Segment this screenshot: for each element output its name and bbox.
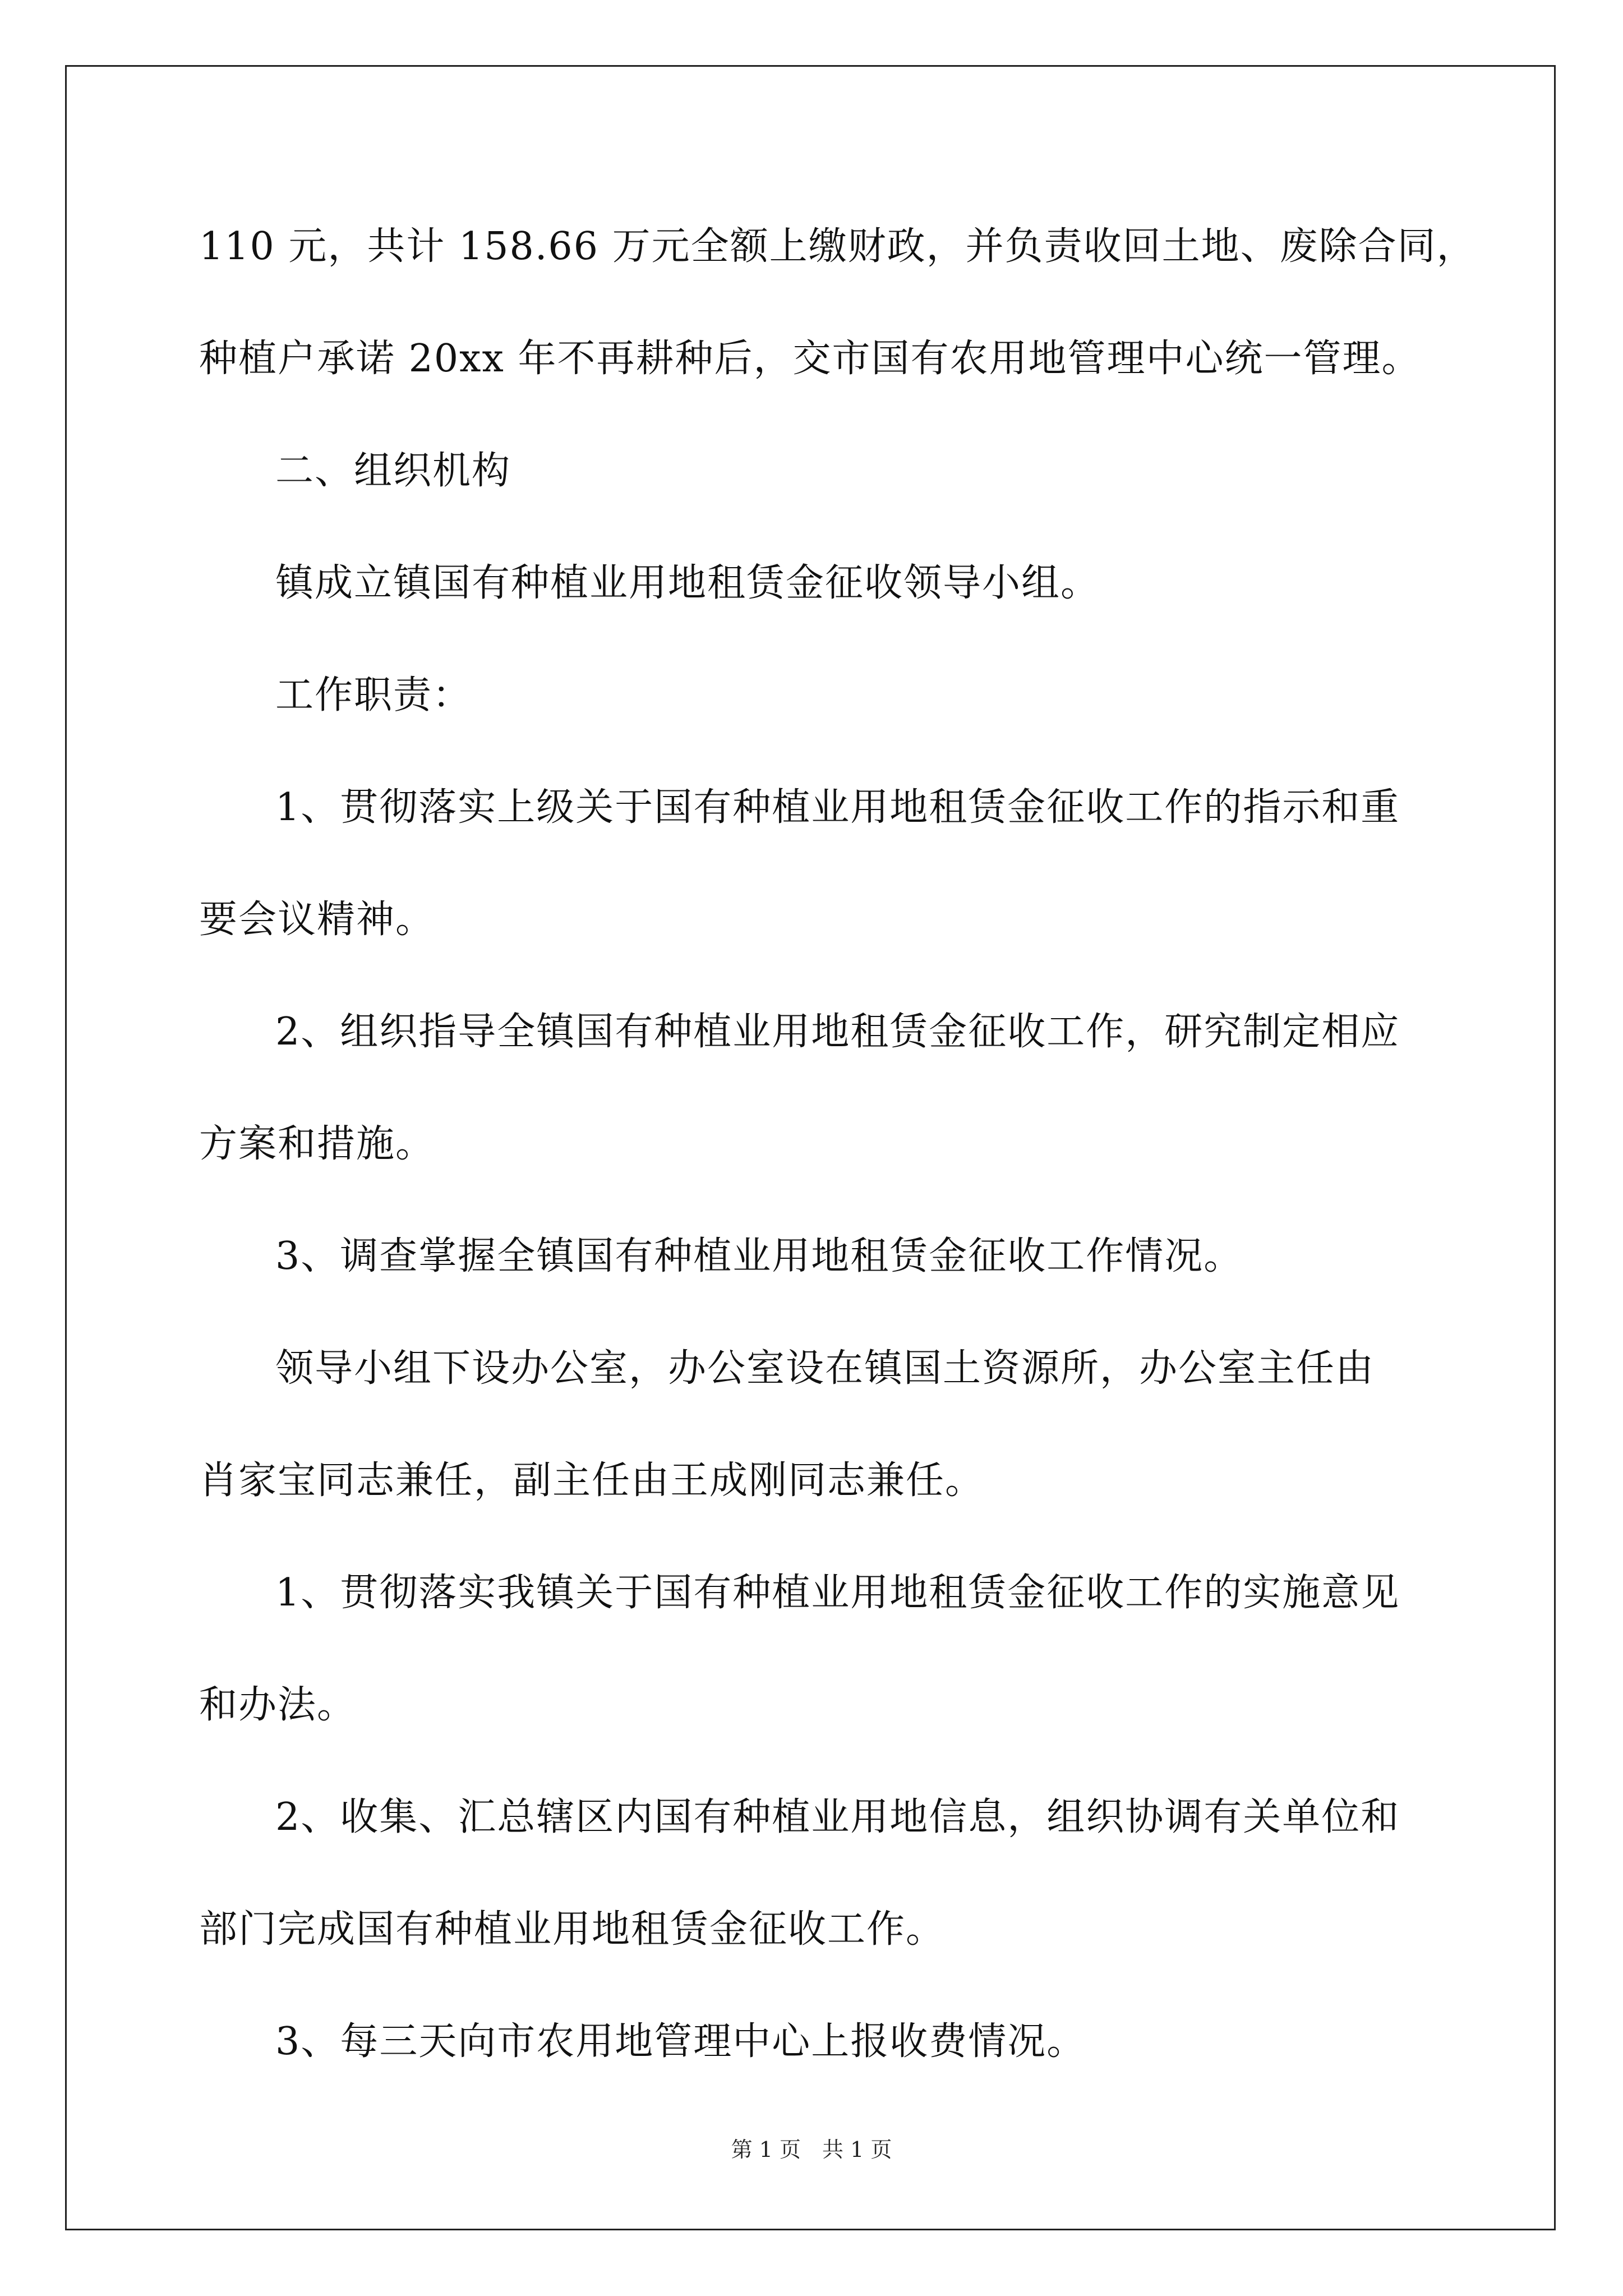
text-line: 3、调查掌握全镇国有种植业用地租赁金征收工作情况。 [275,1234,1243,1278]
text-line: 肖家宝同志兼任，副主任由王成刚同志兼任。 [199,1458,985,1503]
text-line: 110 元，共计 158.66 万元全额上缴财政，并负责收回土地、废除合同， [199,224,1476,269]
text-line: 1、贯彻落实上级关于国有种植业用地租赁金征收工作的指示和重 [275,785,1400,830]
page-number-footer: 第 1 页 共 1 页 [731,2137,892,2162]
text-line: 工作职责： [275,673,472,717]
text-line: 种植户承诺 20xx 年不再耕种后，交市国有农用地管理中心统一管理。 [199,337,1421,381]
text-line: 2、收集、汇总辖区内国有种植业用地信息，组织协调有关单位和 [275,1795,1400,1839]
text-line: 2、组织指导全镇国有种植业用地租赁金征收工作，研究制定相应 [275,1010,1400,1054]
text-line: 和办法。 [199,1683,357,1727]
text-line: 1、贯彻落实我镇关于国有种植业用地租赁金征收工作的实施意见 [275,1571,1400,1615]
section-heading: 二、组织机构 [275,449,511,493]
text-line: 领导小组下设办公室，办公室设在镇国土资源所，办公室主任由 [275,1346,1375,1391]
text-line: 3、每三天向市农用地管理中心上报收费情况。 [275,2019,1086,2064]
text-line: 部门完成国有种植业用地租赁金征收工作。 [199,1907,946,1952]
text-line: 方案和措施。 [199,1122,435,1166]
text-line: 镇成立镇国有种植业用地租赁金征收领导小组。 [275,561,1100,605]
text-line: 要会议精神。 [199,898,435,942]
